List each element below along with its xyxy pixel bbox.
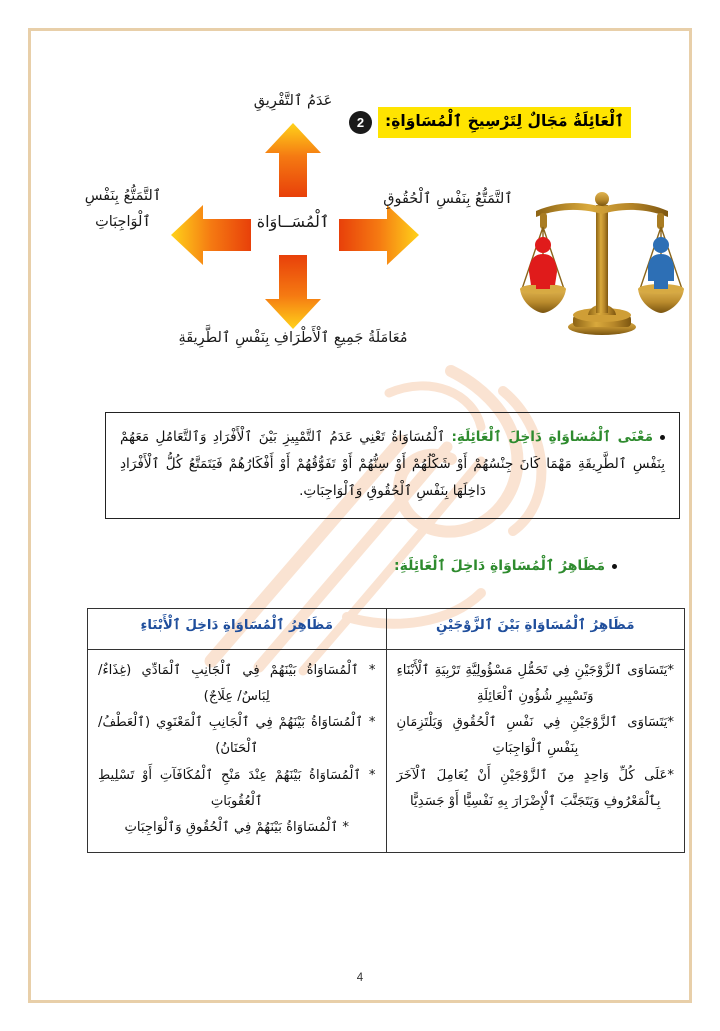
definition-paragraph (120, 424, 665, 506)
definition-box (105, 412, 680, 519)
diagram-label-top: عَدَمُ ٱلتَّفْرِيقِ (253, 93, 333, 109)
arrow-up-icon (265, 123, 321, 197)
list-item: *يَتَسَاوَى ٱلزَّوْجَيْنِ فِي نَفْسِ ٱلْحُقُوقِ وَيَلْتَزِمَانِ بِنَفْسِ ٱلْوَاجِبَاتِ (396, 715, 674, 757)
table-row (88, 650, 685, 853)
manifestations-table (87, 608, 685, 853)
manifestations-bullet-text: مَظَاهِرُ ٱلْمُسَاوَاةِ دَاخِلَ ٱلْعَائِلَةِ: (394, 558, 605, 574)
section-number-badge: 2 (349, 111, 372, 134)
male-figure-icon (648, 237, 674, 289)
female-figure-icon (529, 237, 557, 289)
arrow-down-icon (265, 255, 321, 329)
section-heading-text: ٱلْعَائِلَةُ مَجَالٌ لِتَرْسِيخِ ٱلْمُسَاوَاةِ: (378, 107, 631, 138)
diagram-label-bottom: مُعَامَلَةُ جَمِيعِ ٱلْأَطْرَافِ بِنَفْسِ ٱلطَّرِيقَةِ (178, 330, 408, 346)
manifestations-bullet (394, 558, 617, 574)
spouses-items (397, 658, 675, 814)
list-item: * ٱلْمُسَاوَاةُ بَيْنَهُمْ فِي ٱلْجَانِبِ ٱلْمَعْنَوِي (ٱلْعَطْفُ/ ٱلْحَنَانُ) (98, 715, 376, 757)
diagram-label-left: ٱلتَّمَتُّعُ بِنَفْسِ ٱلْوَاجِبَاتِ (84, 188, 162, 231)
diagram-arrows (63, 83, 463, 403)
balance-scale-icon (518, 177, 686, 337)
page-content (31, 31, 689, 1000)
table-header-row (88, 609, 685, 650)
list-item: * ٱلْمُسَاوَاةُ بَيْنَهُمْ فِي ٱلْحُقُوقِ وَٱلْوَاجِبَاتِ (124, 820, 350, 836)
list-item: *يَتَسَاوَى ٱلزَّوْجَيْنِ فِي تَحَمُّلِ مَسْؤُولِيَّةِ تَرْبِيَةِ ٱلْأَبْنَاءِ وَتَسْيِيرِ شُؤُونِ ٱلْعَائِلَةِ (396, 663, 674, 704)
table-cell-spouses (386, 650, 685, 853)
list-item: * ٱلْمُسَاوَاةُ بَيْنَهُمْ فِي ٱلْجَانِبِ ٱلْمَادِّي (غِذَاءٌ/ لِبَاسٌ/ عِلَاجٌ) (98, 663, 376, 704)
diagram-label-right: ٱلتَّمَتُّعُ بِنَفْسِ ٱلْحُقُوقِ (383, 191, 513, 207)
diagram-label-center: ٱلْمُسَــاوَاة (256, 212, 330, 231)
bullet-icon (612, 564, 617, 569)
definition-label: مَعْنَى ٱلْمُسَاوَاةِ دَاخِلَ ٱلْعَائِلَةِ: (451, 429, 654, 445)
list-item: *عَلَى كُلِّ وَاحِدٍ مِنَ ٱلزَّوْجَيْنِ أَنْ يُعَامِلَ ٱلْآخَرَ بِٱلْمَعْرُوفِ وَيَتَجَنَّبَ ٱلْإِضْرَارَ بِهِ نَفْسِيًّا أَوْ جَسَدِيًّا (396, 767, 674, 809)
page-frame (28, 28, 692, 1003)
table-header-spouses: مَظَاهِرُ ٱلْمُسَاوَاةِ بَيْنَ ٱلزَّوْجَيْنِ (386, 609, 685, 650)
children-items (98, 658, 376, 841)
table-cell-children (88, 650, 387, 853)
page-number: 4 (356, 972, 364, 984)
list-item: * ٱلْمُسَاوَاةُ بَيْنَهُمْ عِنْدَ مَنْحِ ٱلْمُكَافَآتِ أَوْ تَسْلِيطِ ٱلْعُقُوبَاتِ (98, 767, 376, 809)
definition-body: ٱلْمُسَاوَاةُ تَعْنِي عَدَمُ ٱلتَّمْيِيزِ بَيْنَ ٱلْأَفْرَادِ وَٱلتَّعَامُلِ مَعَهُمْ بِنَفْسِ ٱلطَّرِيقَةِ مَهْمَا كَانَ جِنْسُهُمْ أَوْ شَكْلُهُمْ أَوْ سِنُّهُمْ أَوْ تَفَوُّقُهُمْ أَوْ أَفْكَارُهُمْ فَيَتَمَتَّعُ كُلُّ ٱلْأَفْرَادِ دَاخِلَهَا بِنَفْسِ ٱلْحُقُوقِ وَٱلْوَاجِبَاتِ. (120, 429, 665, 500)
table-header-children: مَظَاهِرُ ٱلْمُسَاوَاةِ دَاخِلَ ٱلْأَبْنَاءِ (88, 609, 387, 650)
bullet-icon (660, 435, 665, 440)
